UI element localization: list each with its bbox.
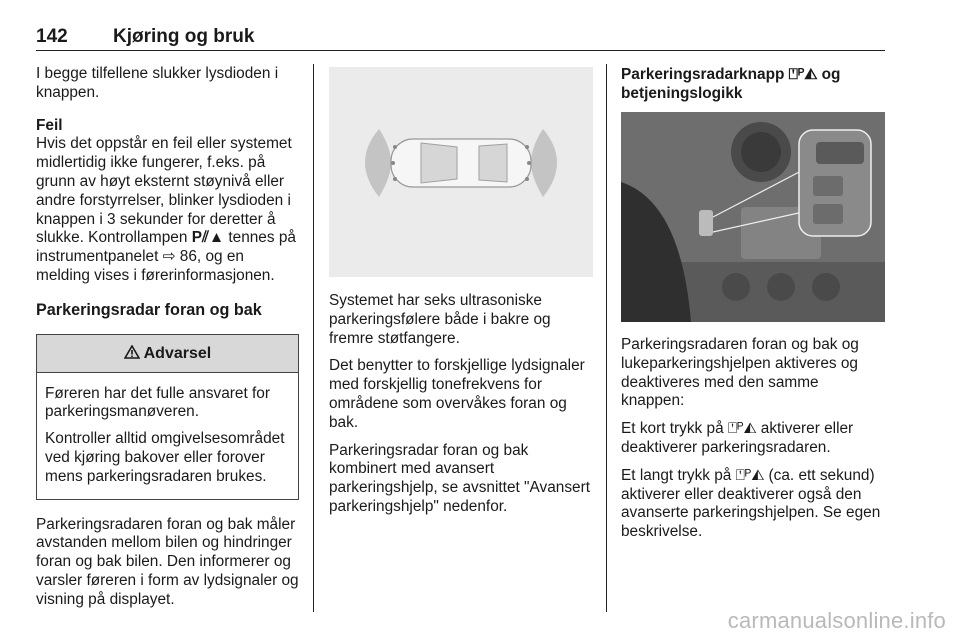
page-number: 142	[36, 26, 68, 47]
sensors-text: Systemet har seks ultrasoniske parkeringsfølere både i bakre og fremre støtfangere.	[329, 292, 551, 347]
column-divider	[606, 64, 607, 612]
short-press-b: aktiverer eller deaktiverer parkeringsradaren.	[621, 420, 854, 456]
button-heading-b: og betjeningslogikk	[621, 66, 841, 102]
warning-text-2: Kontroller alltid omgivelsesområdet ved kjøring bakover eller forover mens parkeringsradaren brukes.	[45, 430, 285, 485]
button-heading	[621, 66, 885, 104]
warning-label: Advarsel	[143, 344, 212, 362]
button-logic-text: Parkeringsradaren foran og bak og lukeparkeringshjelpen aktiveres og deaktiveres med den samme knappen:	[621, 336, 859, 410]
short-press-a: Et kort trykk på	[621, 420, 728, 438]
combined-text: Parkeringsradar foran og bak kombinert med avansert parkeringshjelp, se avsnittet "Avansert parkeringshjelp" nedenfor.	[329, 441, 590, 515]
parking-radar-button-icon: ⍞ᴾ◭	[727, 420, 757, 438]
fault-text-b: tennes på instrumentpanelet	[36, 229, 296, 266]
fault-text	[36, 135, 299, 285]
warning-header	[37, 335, 298, 373]
short-press-text	[621, 420, 885, 458]
fault-text-c: 86, og en melding vises i førerinformasjonen.	[36, 248, 275, 284]
signals-text: Det benytter to forskjellige lydsignaler med forskjellig tonefrekvens for områdene som overvåkes foran og bak.	[329, 357, 585, 431]
section-heading: Parkeringsradar foran og bak	[36, 300, 262, 319]
long-press-a: Et langt trykk på	[621, 466, 736, 484]
page-header	[36, 26, 885, 51]
column-right-body	[621, 336, 885, 551]
button-heading-a: Parkeringsradarknapp	[621, 66, 789, 83]
column-divider	[313, 64, 314, 612]
fault-text-a: Hvis det oppstår en feil eller systemet midlertidig ikke fungerer, f.eks. på grunn av høyt eksternt støynivå eller andre forstyrrelser, blinker lysdioden i knappen i 3 sekunder for deretter å slukke. Kontrollampen	[36, 135, 292, 247]
warning-text-1: Føreren har det fulle ansvaret for parkeringsmanøveren.	[45, 384, 270, 421]
page-title: Kjøring og bruk	[113, 26, 255, 47]
page-reference-arrow-icon: ⇨	[162, 248, 176, 266]
car-sensor-zones-figure	[329, 67, 593, 277]
intro-text: I begge tilfellene slukker lysdioden i knappen.	[36, 65, 279, 101]
radar-description: Parkeringsradaren foran og bak måler avstanden mellom bilen og hindringer foran og bak bilen. Den informerer og varsler føreren i form av lydsignaler og visning på displayet.	[36, 515, 299, 608]
dashboard-button-figure	[621, 112, 885, 322]
parking-warning-lamp-icon: P⫽▲	[191, 229, 225, 247]
long-press-text	[621, 467, 885, 542]
warning-body	[37, 373, 298, 499]
column-middle	[329, 292, 594, 526]
warning-box	[36, 334, 299, 500]
watermark: carmanualsonline.info	[727, 608, 946, 633]
fault-heading: Feil	[36, 116, 63, 134]
column-right	[621, 66, 885, 113]
parking-radar-button-icon: ⍞ᴾ◭	[735, 466, 765, 484]
warning-triangle-icon	[124, 345, 144, 362]
long-press-b: (ca. ett sekund) aktiverer eller deaktiverer også den avanserte parkeringshjelpen. Se egen beskrivelse.	[621, 466, 881, 541]
parking-radar-button-icon: ⍞ᴾ◭	[788, 66, 818, 83]
column-left	[36, 65, 299, 619]
